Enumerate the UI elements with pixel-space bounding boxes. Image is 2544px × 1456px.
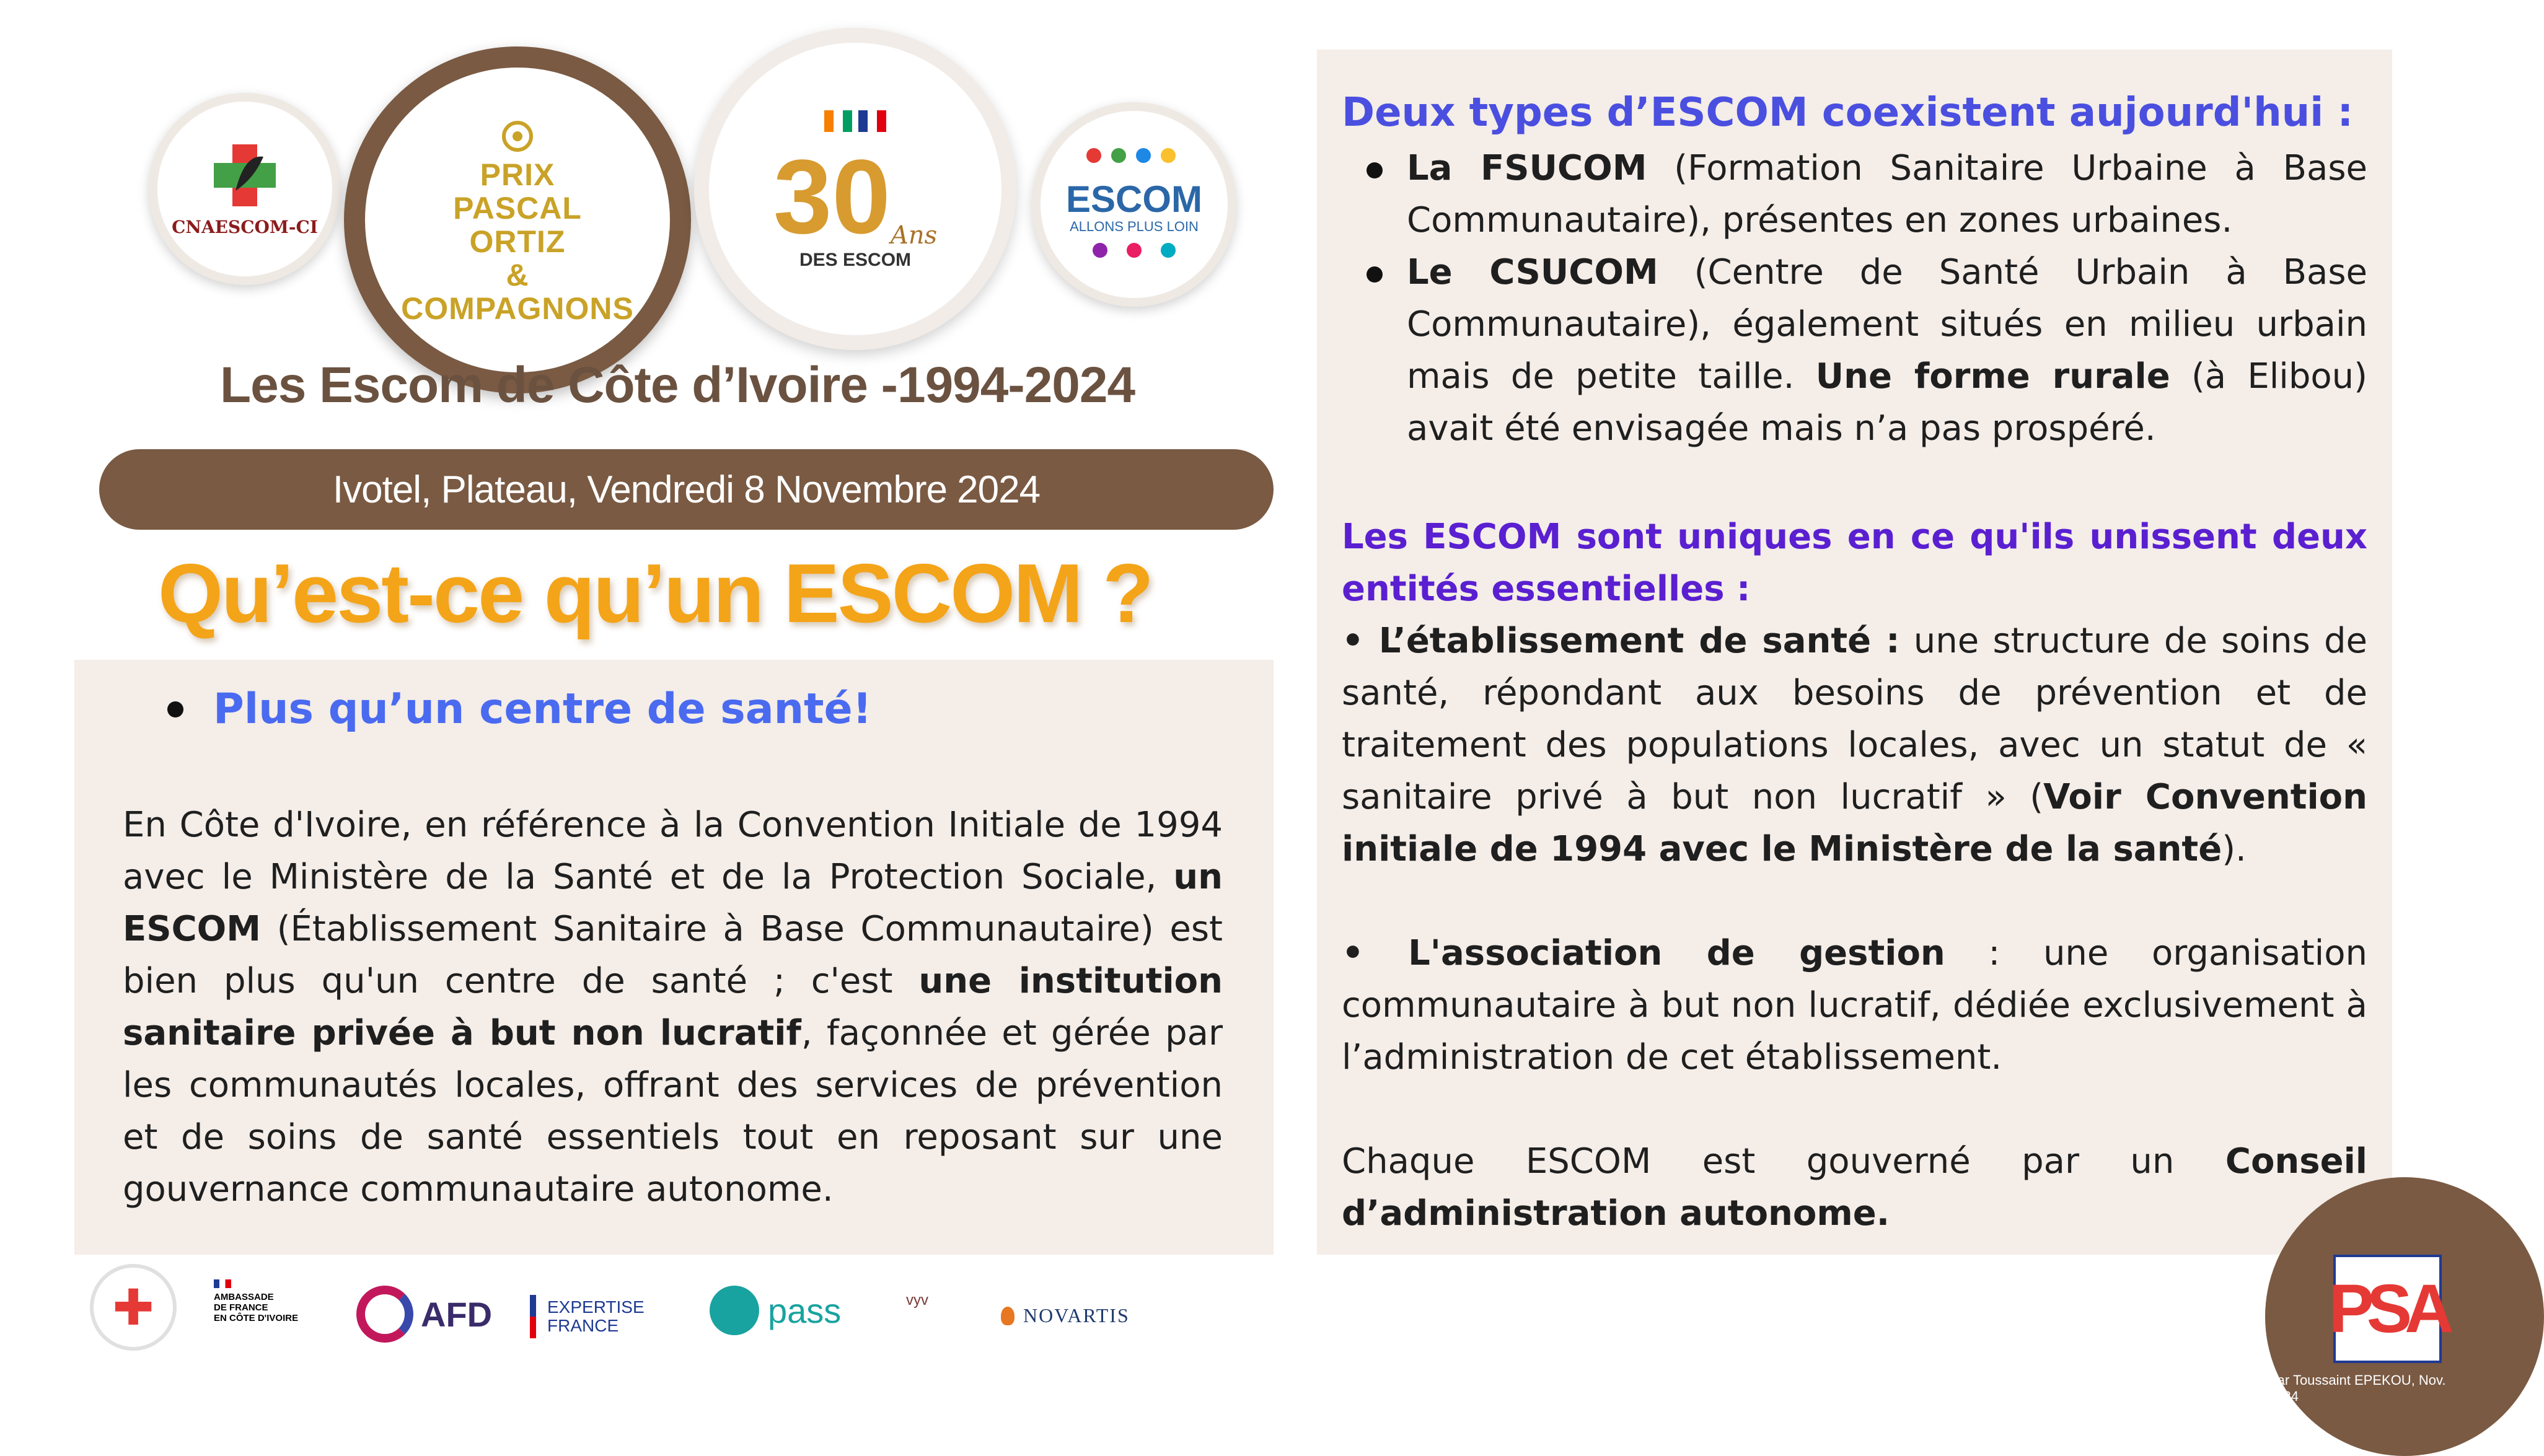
governance-text: Chaque ESCOM est gouverné par un [1342,1141,2225,1182]
fsucom-label: La FSUCOM [1407,148,1647,188]
list-item-csucom [1342,247,2367,455]
definition-part-2: (Établissement Sanitaire à Base Communautaire) est bien plus qu'un centre de santé ; c'est [123,909,1223,1001]
ambassade-line-2: DE FRANCE [214,1302,268,1313]
right-content-panel [1317,50,2392,1255]
novartis-label: NOVARTIS [1023,1304,1130,1327]
thirty-years-logo [694,28,1016,350]
plus-centre-bullet [167,685,872,734]
etablissement-text: une structure de soins de santé, répondant aux besoins de prévention et de traitement des populations locales, avec un statut de « sanitaire privé à but non lucratif » ( [1342,621,2367,817]
escom-definition-paragraph [123,799,1223,1216]
escom-logo [1032,102,1236,307]
thirty-number: 30 [773,138,891,256]
cnaescom-label: CNAESCOM-CI [172,216,318,237]
etablissement-end: ). [2222,829,2247,869]
list-item-fsucom [1342,143,2367,247]
association-label: • L'association de gestion [1342,933,1945,973]
definition-bold-1: un ESCOM [123,857,1223,949]
unique-section [1342,511,2367,1240]
expertise-line-1: EXPERTISE [547,1297,645,1317]
afd-ring-icon [356,1286,413,1343]
prix-line-3: ORTIZ [469,224,566,259]
date-location-banner [99,449,1274,530]
people-icon [1078,143,1190,180]
pass-globe-icon [710,1286,759,1335]
governance-bold: Conseil d’administration autonome. [1342,1141,2367,1234]
csucom-label: Le CSUCOM [1407,252,1658,292]
types-heading: Deux types d’ESCOM coexistent aujourd'hui : [1342,90,2354,136]
escom-logo-tagline: ALLONS PLUS LOIN [1070,219,1199,234]
ans-label: Ans [890,221,938,250]
des-escom-label: DES ESCOM [799,250,912,270]
date-location-text: Ivotel, Plateau, Vendredi 8 Novembre 2024 [332,468,1041,511]
expertise-france-logo [530,1295,645,1338]
author-signature: Par Toussaint EPEKOU, Nov. 2024 [2268,1372,2446,1404]
csucom-text: (Centre de Santé Urbain à Base Communautaire), également situés en milieu urbain mais de petite taille. [1407,252,2367,397]
afd-logo [356,1286,492,1343]
fsucom-text: (Formation Sanitaire Urbaine à Base Communautaire), présentes en zones urbaines. [1407,148,2367,240]
rural-text: (à Elibou) avait été envisagée mais n’a pas prospéré. [1407,356,2367,449]
convention-reference: Voir Convention initiale de 1994 avec le Ministère de la santé [1342,777,2368,869]
ambassade-line-1: AMBASSADE [214,1292,274,1302]
red-cross-icon: ✚ [112,1278,154,1336]
expertise-line-2: FRANCE [547,1316,619,1335]
vyv-label: vyv [906,1292,928,1309]
psa-logo: PSA [2333,1255,2442,1363]
french-flag-icon [214,1279,231,1288]
escom-logo-word: ESCOM [1065,178,1203,220]
definition-bold-2: une institution sanitaire privée à but non lucratif [123,961,1223,1053]
left-content-panel [74,660,1274,1255]
pass-label: pass [768,1291,842,1330]
pass-logo [710,1286,841,1335]
etablissement-paragraph [1342,615,2367,875]
partner-cross-logo [90,1264,177,1351]
rural-label: Une forme rurale [1815,356,2170,397]
unique-heading: Les ESCOM sont uniques en ce qu'ils unissent deux entités essentielles : [1342,517,2367,609]
vyv-logo [906,1292,928,1309]
cnaescom-logo [149,93,341,285]
governance-paragraph [1342,1136,2367,1240]
cnaescom-cross-icon [211,141,279,209]
types-list [1342,143,2367,455]
ambassade-france-logo [214,1279,298,1323]
prix-line-1: PRIX [480,157,555,192]
plus-centre-text: Plus qu’un centre de santé! [213,685,872,734]
novartis-flame-icon [1001,1307,1015,1325]
prix-line-5: COMPAGNONS [401,291,634,326]
bullet-dot [167,701,183,717]
association-paragraph [1342,928,2367,1084]
laurel-icon [490,115,545,158]
definition-part-3: , façonnée et gérée par les communautés locales, offrant des services de prévention et de soins de santé essentiels tout en reposant sur une gouvernance communautaire autonome. [123,1013,1223,1209]
prix-pascal-ortiz-logo [344,46,691,393]
definition-part-1: En Côte d'Ivoire, en référence à la Convention Initiale de 1994 avec le Ministère de la Santé et de la Protection Sociale, [123,805,1223,897]
bullet-dot [1367,162,1383,178]
prix-line-4: & [506,258,529,292]
question-heading: Qu’est-ce qu’un ESCOM ? [158,546,1152,640]
expertise-bar-icon [530,1295,536,1338]
novartis-logo [1001,1304,1130,1327]
page-title: Les Escom de Côte d’Ivoire -1994-2024 [220,357,1135,413]
ambassade-line-3: EN CÔTE D'IVOIRE [214,1313,299,1323]
bullet-dot [1367,266,1383,283]
prix-line-2: PASCAL [453,191,582,226]
association-text: : une organisation communautaire à but non lucratif, dédiée exclusivement à l’administration de cet établissement. [1342,933,2367,1077]
etablissement-label: • L’établissement de santé : [1342,621,1900,661]
afd-label: AFD [421,1294,493,1334]
people-bottom-icon [1078,235,1190,266]
